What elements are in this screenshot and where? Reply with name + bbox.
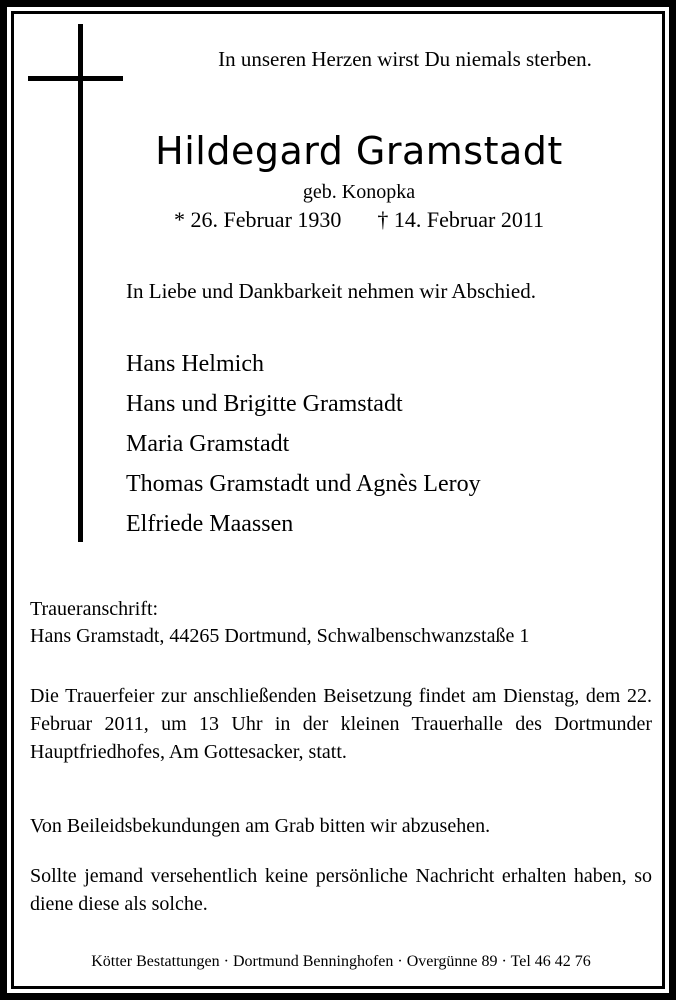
birth-symbol: * (173, 207, 185, 232)
latin-cross-crossbar-icon (28, 76, 123, 81)
list-item: Maria Gramstadt (126, 431, 290, 457)
deceased-maiden-name: geb. Konopka (302, 181, 416, 203)
death-symbol: † (377, 207, 389, 232)
epitaph-text: In unseren Herzen wirst Du niemals sterben. (218, 47, 592, 71)
list-item: Hans und Brigitte Gramstadt (126, 391, 403, 417)
condolences-paragraph: Von Beileidsbekundungen am Grab bitten wir abzusehen. (30, 815, 491, 837)
latin-cross-icon (78, 24, 83, 542)
contact-label: Traueranschrift: (30, 598, 159, 620)
ceremony-paragraph: Die Trauerfeier zur anschließenden Beisetzung findet am Dienstag, dem 22. Februar 2011, um 13 Uhr in der kleinen Trauerhalle des Dortmunder Hauptfriedhofes, Am Gottesacker, statt. (30, 685, 652, 763)
birth-date: 26. Februar 1930 (190, 207, 342, 232)
list-item: Hans Helmich (126, 351, 264, 377)
deceased-lifespan (74, 206, 644, 234)
notice-canvas (14, 14, 662, 986)
contact-block (30, 596, 652, 650)
farewell-text: In Liebe und Dankbarkeit nehmen wir Abschied. (126, 279, 536, 303)
mourners-list (126, 344, 656, 544)
list-item: Thomas Gramstadt und Agnès Leroy (126, 471, 481, 497)
list-item: Elfriede Maassen (126, 511, 294, 537)
death-date: 14. Februar 2011 (393, 207, 545, 232)
contact-address: Hans Gramstadt, 44265 Dortmund, Schwalbenschwanzstaße 1 (30, 625, 530, 647)
funeral-home-credit: Kötter Bestattungen · Dortmund Benninghofen · Overgünne 89 · Tel 46 42 76 (91, 953, 591, 970)
notice-paragraph: Sollte jemand versehentlich keine persönliche Nachricht erhalten haben, so diene diese als solche. (30, 865, 652, 915)
deceased-name: Hildegard Gramstadt (155, 129, 563, 173)
